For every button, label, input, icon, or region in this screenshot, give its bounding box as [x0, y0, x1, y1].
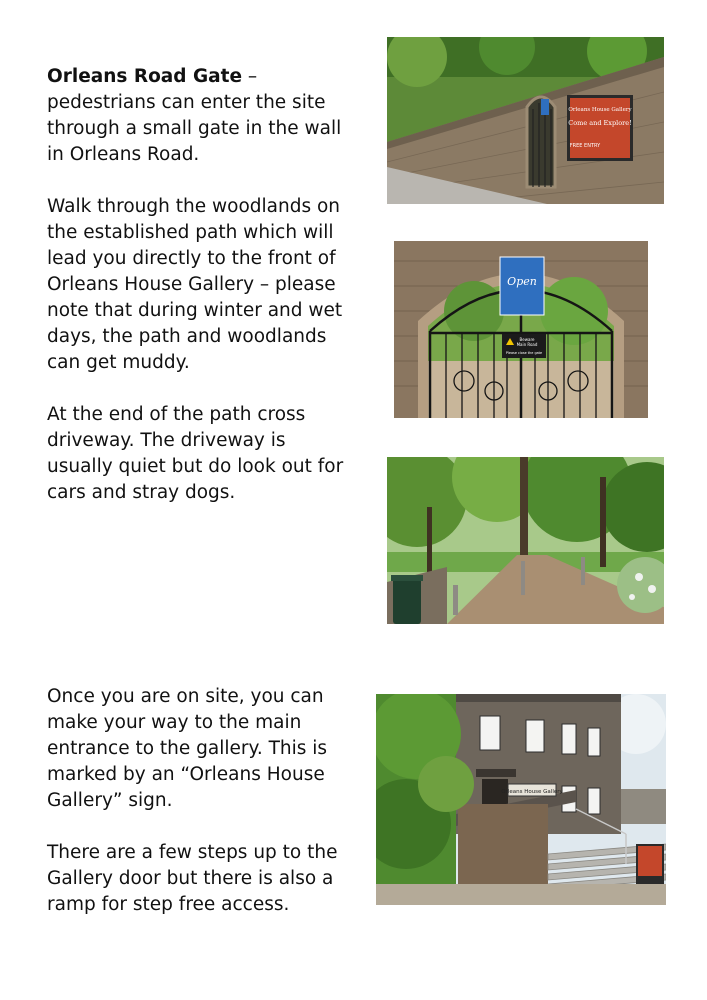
gate-sign-open: Open [507, 275, 537, 288]
gate-warning-beware: Beware [519, 337, 535, 342]
photo-wall-gate [387, 37, 664, 204]
photo-woodland-path [387, 457, 664, 624]
gate-warning-close: Please close the gate [505, 351, 543, 355]
building-sign: Orleans House Gallery [501, 789, 563, 795]
text-block-gate [47, 64, 347, 506]
steps-paragraph: There are a few steps up to the Gallery door but there is also a ramp for step free access. [47, 842, 338, 915]
gate-warning-road: Main Road [516, 342, 538, 347]
text-block-entrance [47, 684, 347, 918]
driveway-paragraph: At the end of the path cross driveway. The driveway is usually quiet but do look out for cars and stray dogs. [47, 404, 344, 503]
entrance-paragraph: Once you are on site, you can make your way to the main entrance to the gallery. This is marked by an “Orleans House Gallery” sign. [47, 686, 328, 811]
photo-arched-gate [394, 241, 648, 418]
wall-sign-free: FREE ENTRY [569, 143, 601, 149]
gate-paragraph [47, 64, 347, 168]
gate-intro: – pedestrians can enter the site through a small gate in the wall in Orleans Road. [47, 66, 342, 165]
photo-gallery-building [376, 694, 666, 905]
wall-sign-subtitle: Come and Explore! [568, 119, 632, 127]
woodland-paragraph: Walk through the woodlands on the established path which will lead you directly to the front of Orleans House Gallery – please note that during winter and wet days, the path and woodlands can get muddy. [47, 196, 343, 373]
wall-sign-title: Orleans House Gallery [568, 107, 632, 113]
gate-heading: Orleans Road Gate [47, 66, 243, 87]
